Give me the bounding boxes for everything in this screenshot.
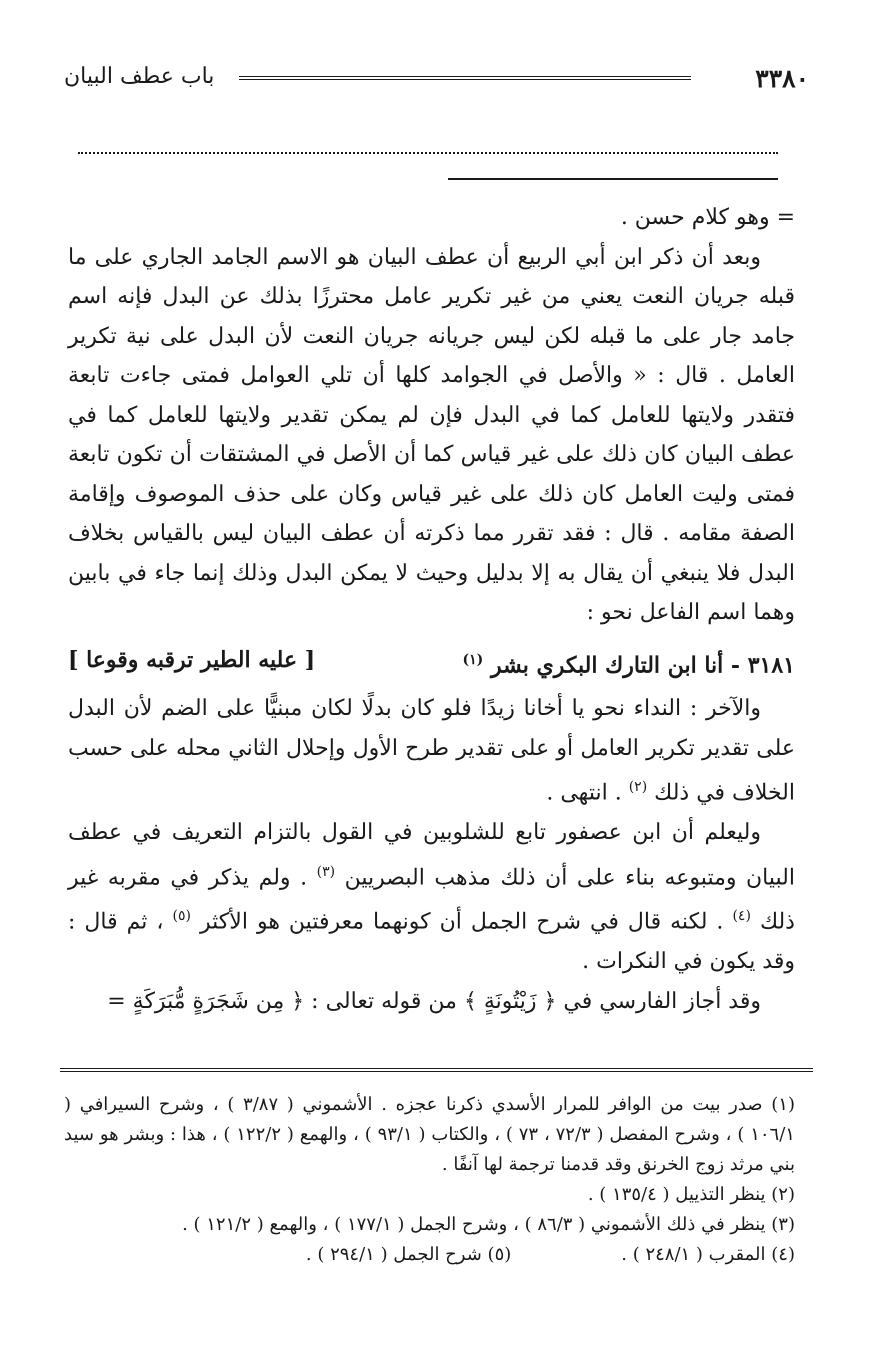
paragraph-3-part-c: . لكنه قال في شرح الجمل أن كونهما معرفتين هو الأكثر xyxy=(200,909,724,935)
footnote-ref-3: (٣) xyxy=(316,863,336,880)
section-rule xyxy=(448,178,778,180)
continued-line: = وهو كلام حسن . xyxy=(620,205,795,230)
footnotes xyxy=(64,1090,795,1270)
footnote-ref-1: (١) xyxy=(462,651,484,668)
page-header xyxy=(64,60,809,100)
footnote-5: (٥) شرح الجمل ( ٢٩٤/١ ) . xyxy=(305,1244,512,1265)
paragraph-3-part-b: . ولم يذكر في مقربه غير ذلك xyxy=(68,864,795,935)
paragraph-2 xyxy=(68,689,795,813)
footnote-1: (١) صدر بيت من الوافر للمرار الأسدي ذكرنا عجزه . الأشموني ( ٣/٨٧ ) ، وشرح السيرافي ( ١٠٦/١ ) ، وشرح المفصل ( ٧٢/٣ ، ٧٣ ) ، والكتاب ( ٩٣/١ ) ، والهمع ( ١٢٢/٢ ) ، هذا : وبشر هو سيد بني مرثد زوج الخرنق وقد قدمنا ترجمة لها آنفًا . xyxy=(64,1094,795,1175)
paragraph-2-end: . انتهى . xyxy=(546,780,622,806)
verse-first-hemistich xyxy=(463,641,796,686)
chapter-title: باب عطف البيان xyxy=(64,64,215,89)
verse-3181 xyxy=(68,641,795,686)
dotted-separator xyxy=(78,132,778,154)
footnote-4: (٤) المقرب ( ٢٤٨/١ ) . xyxy=(621,1244,795,1265)
footnote-2: (٢) ينظر التذييل ( ١٣٥/٤ ) . xyxy=(587,1184,795,1205)
paragraph-4: وقد أجاز الفارسي في ﴿ زَيْتُونَةٍ ﴾ من قوله تعالى : ﴿ مِن شَجَرَةٍ مُّبَرَكَةٍ = xyxy=(107,988,761,1014)
header-rule xyxy=(239,76,691,80)
paragraph-3 xyxy=(68,813,795,982)
footnote-ref-5: (٥) xyxy=(172,908,192,925)
main-text xyxy=(68,198,795,1021)
footnote-ref-4: (٤) xyxy=(732,908,751,925)
paragraph-3-part-d: ، ثم قال : وقد يكون في النكرات . xyxy=(68,909,795,975)
page-number: ٣٣٨٠ xyxy=(755,64,809,93)
verse-first-text: ٣١٨١ - أنا ابن التارك البكري بشر xyxy=(490,651,795,678)
verse-second-hemistich: [ عليه الطير ترقبه وقوعا ] xyxy=(68,646,316,673)
footnote-3: (٣) ينظر في ذلك الأشموني ( ٨٦/٣ ) ، وشرح الجمل ( ١٧٧/١ ) ، والهمع ( ١٢١/٢ ) . xyxy=(182,1214,795,1235)
paragraph-2-text: والآخر : النداء نحو يا أخانا زيدًا فلو كان بدلًا لكان مبنيًّا على الضم لأن البدل على تقدير تكرير العامل أو على تقدير طرح الأول وإحلال الثاني محله على حسب الخلاف في ذلك xyxy=(68,696,795,806)
footnote-ref-2: (٢) xyxy=(628,779,648,796)
paragraph-3-part-a: وليعلم أن ابن عصفور تابع للشلوبين في القول بالتزام التعريف في عطف البيان ومتبوعه بناء على أن ذلك مذهب البصريين xyxy=(68,820,795,890)
paragraph-1: وبعد أن ذكر ابن أبي الربيع أن عطف البيان هو الاسم الجامد الجاري على ما قبله جريان النعت يعني من غير تكرير عامل محترزًا بذلك عن البدل فإنه اسم جامد جار على ما قبله لكن ليس جريانه جريان النعت لأن البدل على نية تكرير العامل . قال : « والأصل في الجوامد كلها أن تلي العوامل فمتى جاءت تابعة فتقدر ولايتها للعامل كما في البدل فإن لم يمكن تقدير ولايتها للعامل كما في عطف البيان كان ذلك على غير قياس كما أن الأصل في المشتقات أن تكون تابعة فمتى وليت العامل كان ذلك على غير قياس وكان على حذف الموصوف وإقامة الصفة مقامه . قال : فقد تقرر مما ذكرته أن عطف البيان ليس بالقياس بخلاف البدل فلا ينبغي أن يقال به إلا بدليل وحيث لا يمكن البدل وذلك إنما جاء في بابين وهما اسم الفاعل نحو : xyxy=(68,244,795,625)
footnote-row-4-5 xyxy=(64,1240,795,1270)
footnote-rule xyxy=(60,1068,813,1072)
